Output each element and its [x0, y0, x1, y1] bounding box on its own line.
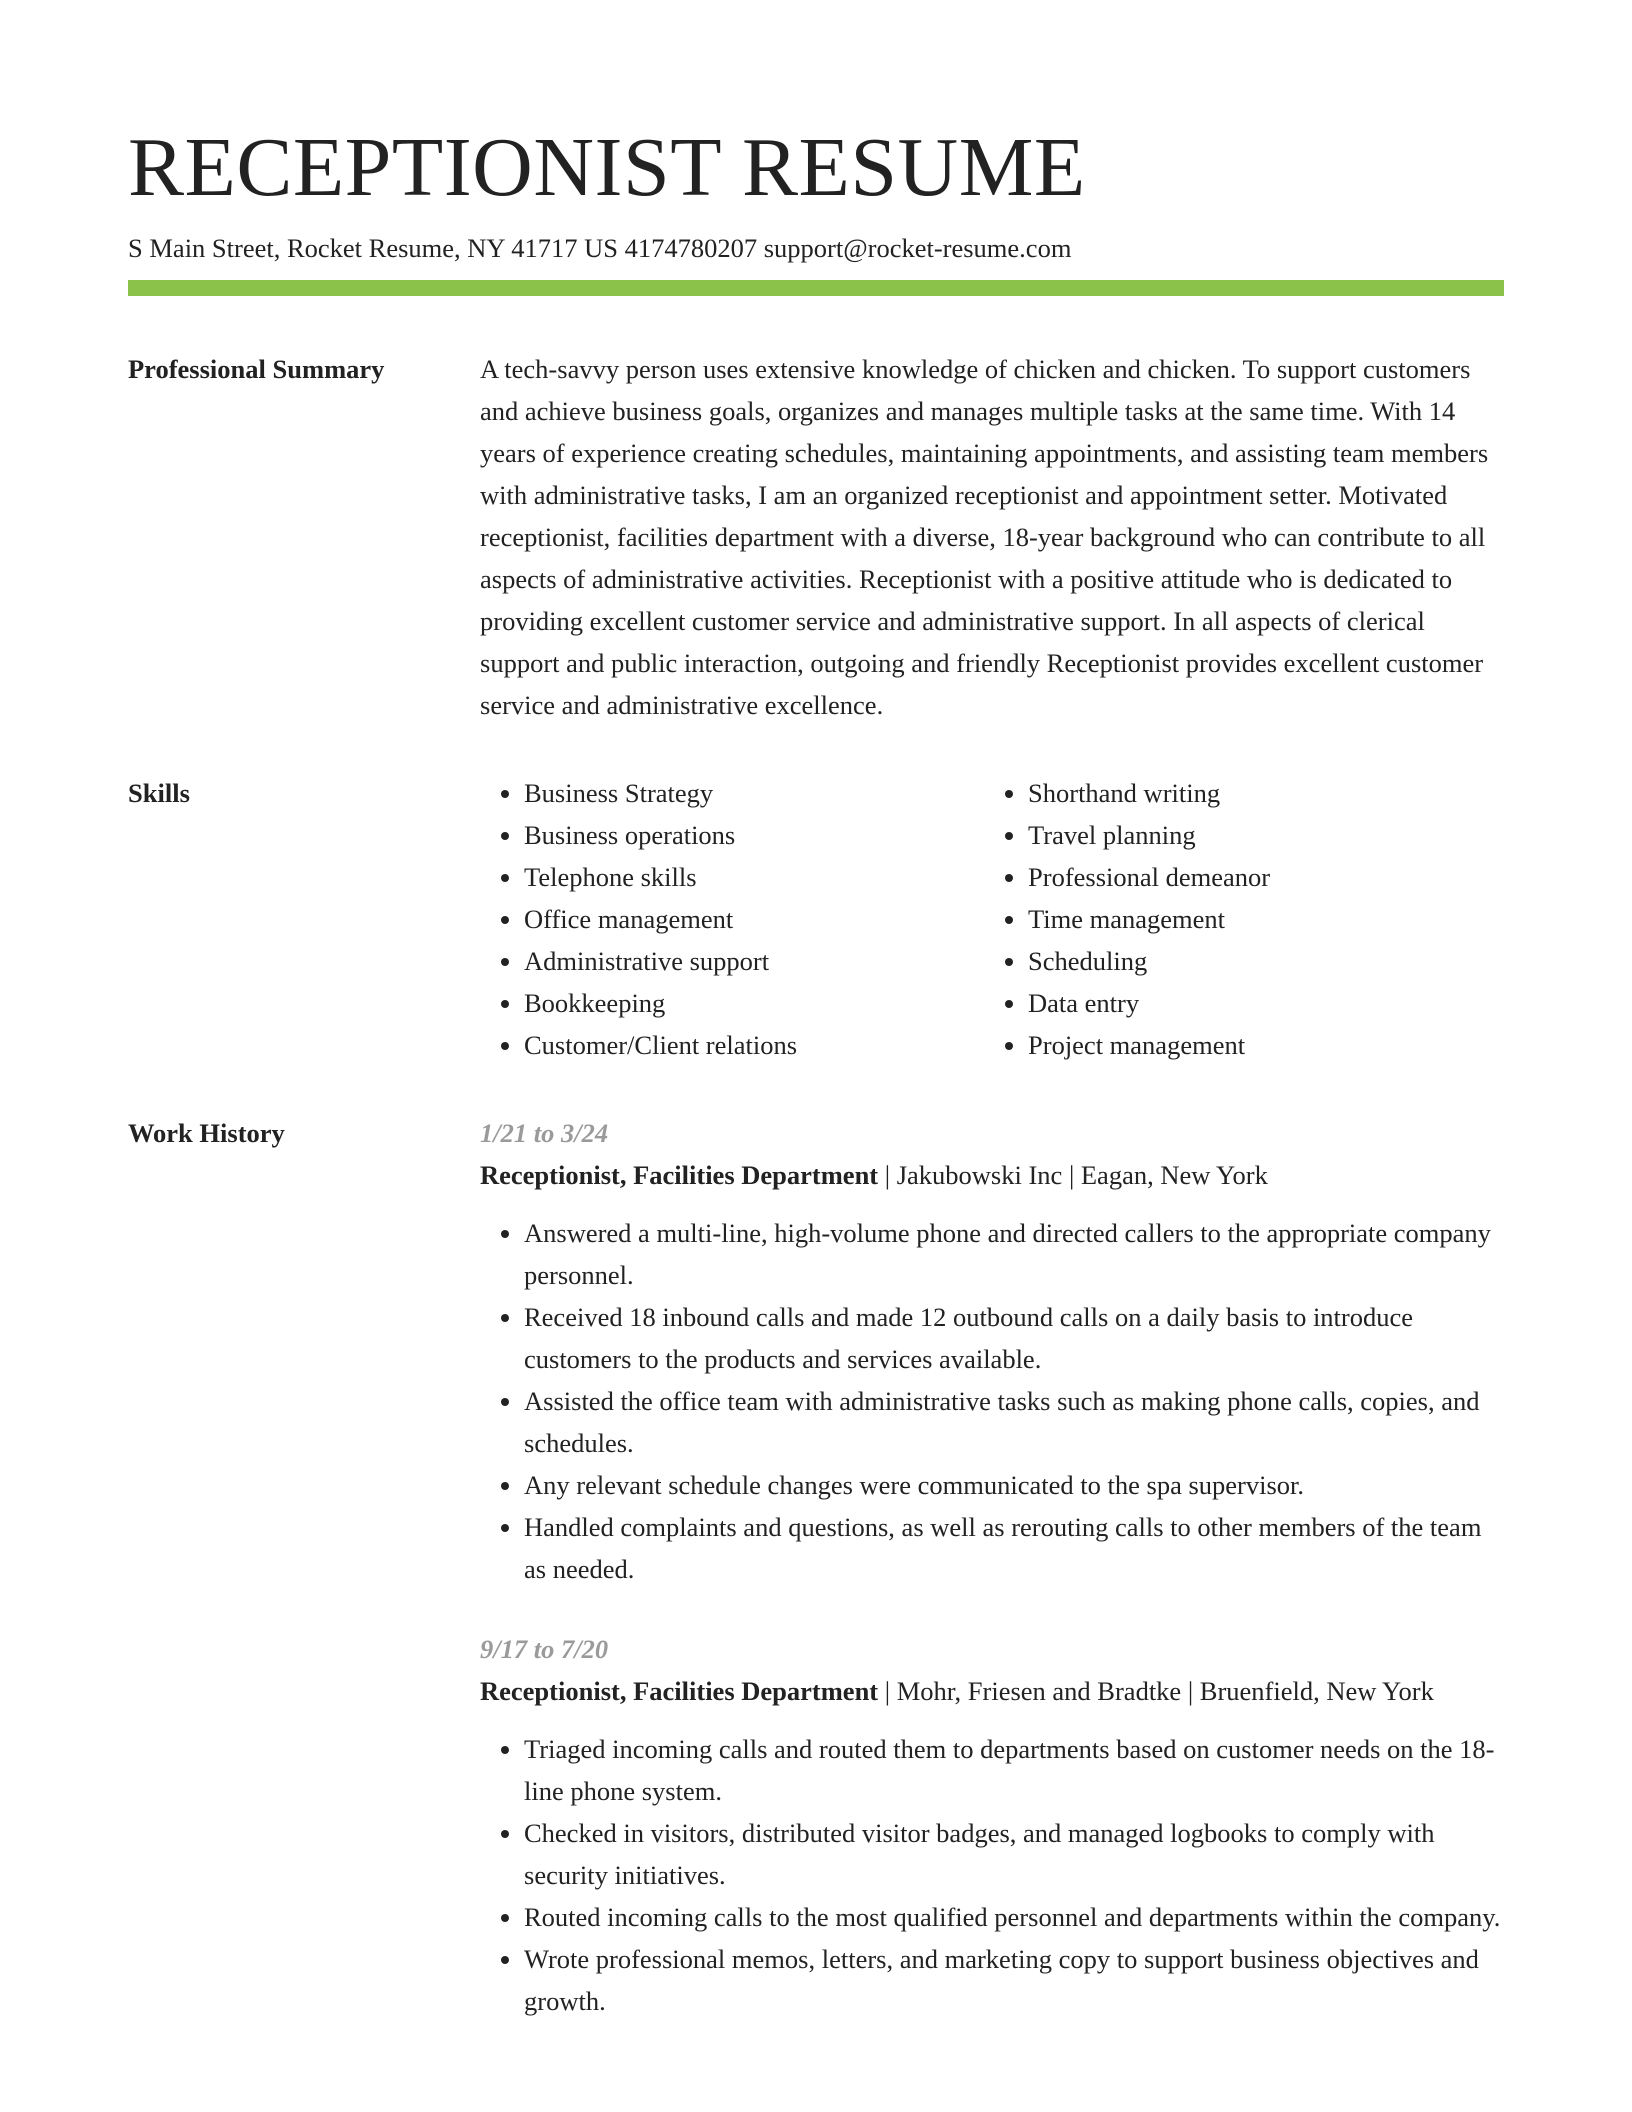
skill-item: • Time management [1028, 898, 1488, 940]
contact-address: S Main Street, Rocket Resume, NY 41717 US [128, 233, 618, 263]
job-separator: | [878, 1676, 897, 1706]
skill-item: • Scheduling [1028, 940, 1488, 982]
job-dates: 1/21 to 3/24 [480, 1118, 609, 1148]
job-duty: • Routed incoming calls to the most qualified personnel and departments within the company. [524, 1896, 1504, 1938]
job-dates: 9/17 to 7/20 [480, 1634, 609, 1664]
job-company: Jakubowski Inc [896, 1160, 1063, 1190]
skills-section [128, 772, 1504, 1066]
contact-phone: 4174780207 [624, 233, 758, 263]
section-label-summary: Professional Summary [128, 354, 385, 384]
job-duties-list [480, 1212, 1504, 1590]
skill-item: • Travel planning [1028, 814, 1488, 856]
section-label-work-history: Work History [128, 1118, 285, 1148]
summary-section [128, 348, 1504, 726]
job-heading [480, 1670, 1504, 1712]
section-label-skills: Skills [128, 778, 190, 808]
job-duties-list [480, 1728, 1504, 2022]
skill-item: • Telephone skills [524, 856, 984, 898]
job-separator: | [1062, 1160, 1081, 1190]
job-separator: | [1181, 1676, 1200, 1706]
job-duty: • Wrote professional memos, letters, and marketing copy to support business objectives and growth. [524, 1938, 1504, 2022]
job-duty: • Any relevant schedule changes were communicated to the spa supervisor. [524, 1464, 1504, 1506]
skill-item: • Customer/Client relations [524, 1024, 984, 1066]
job-duty: • Received 18 inbound calls and made 12 outbound calls on a daily basis to introduce customers to the products and services available. [524, 1296, 1504, 1380]
job-duty: • Assisted the office team with administrative tasks such as making phone calls, copies, and schedules. [524, 1380, 1504, 1464]
contact-email: support@rocket-resume.com [763, 233, 1072, 263]
resume-title: RECEPTIONIST RESUME [128, 121, 1086, 214]
job-entry [480, 1112, 1504, 1590]
skill-item: • Office management [524, 898, 984, 940]
job-duty: • Triaged incoming calls and routed them to departments based on customer needs on the 18-line phone system. [524, 1728, 1504, 1812]
job-title: Receptionist, Facilities Department [480, 1676, 879, 1706]
job-separator: | [878, 1160, 897, 1190]
job-company: Mohr, Friesen and Bradtke [896, 1676, 1182, 1706]
job-title: Receptionist, Facilities Department [480, 1160, 879, 1190]
skill-item: • Project management [1028, 1024, 1488, 1066]
summary-text: A tech-savvy person uses extensive knowledge of chicken and chicken. To support customers and achieve business goals, organizes and manages multiple tasks at the same time. With 14 years of experience creating schedules, maintaining appointments, and assisting team members with administrative tasks, I am an organized receptionist and appointment setter. Motivated receptionist, facilities department with a diverse, 18-year background who can contribute to all aspects of administrative activities. Receptionist with a positive attitude who is dedicated to providing excellent customer service and administrative support. In all aspects of clerical support and public interaction, outgoing and friendly Receptionist provides excellent customer service and administrative excellence. [480, 354, 1489, 720]
job-heading [480, 1154, 1504, 1196]
skill-item: • Business operations [524, 814, 984, 856]
skill-item: • Bookkeeping [524, 982, 984, 1024]
skills-list-right [984, 772, 1488, 1066]
job-entry [480, 1628, 1504, 2022]
job-location: Eagan, New York [1080, 1160, 1268, 1190]
resume-page [128, 118, 1504, 2022]
work-history-section [128, 1112, 1504, 2022]
skill-item: • Shorthand writing [1028, 772, 1488, 814]
job-location: Bruenfield, New York [1199, 1676, 1434, 1706]
contact-line [128, 230, 1504, 266]
skill-item: • Business Strategy [524, 772, 984, 814]
skill-item: • Professional demeanor [1028, 856, 1488, 898]
skills-list-left [480, 772, 984, 1066]
skill-item: • Administrative support [524, 940, 984, 982]
job-duty: • Handled complaints and questions, as well as rerouting calls to other members of the team as needed. [524, 1506, 1504, 1590]
header-divider [128, 280, 1504, 296]
job-duty: • Checked in visitors, distributed visitor badges, and managed logbooks to comply with security initiatives. [524, 1812, 1504, 1896]
job-duty: • Answered a multi-line, high-volume phone and directed callers to the appropriate company personnel. [524, 1212, 1504, 1296]
skill-item: • Data entry [1028, 982, 1488, 1024]
